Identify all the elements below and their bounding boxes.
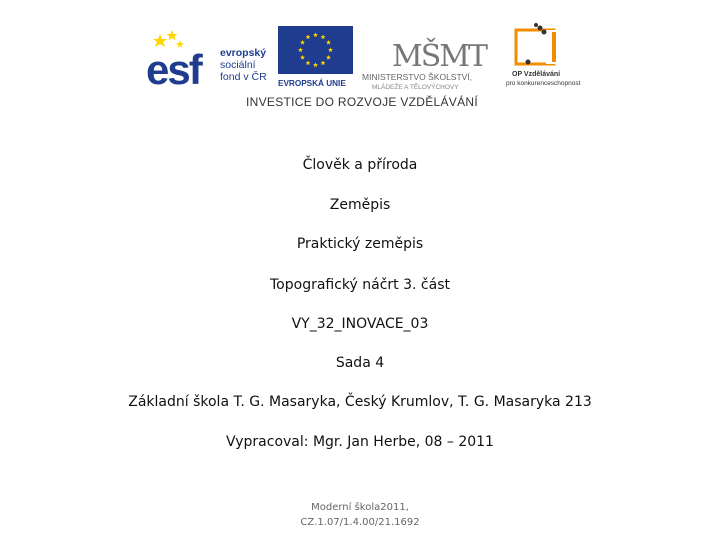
- title-line-4: Topografický náčrt 3. část: [270, 277, 450, 293]
- msmt-text-1: MINISTERSTVO ŠKOLSTVÍ,: [362, 72, 473, 82]
- footer-line-1: Moderní škola2011,: [311, 502, 409, 513]
- logo-tagline: INVESTICE DO ROZVOJE VZDĚLÁVÁNÍ: [246, 95, 479, 109]
- esf-mark: esf: [146, 46, 201, 90]
- esf-logo: [146, 26, 276, 90]
- msmt-mark: MŠMT: [392, 39, 486, 74]
- title-line-5: VY_32_INOVACE_03: [291, 316, 429, 332]
- esf-text-2: sociální: [220, 59, 256, 71]
- title-line-3: Praktický zeměpis: [296, 236, 424, 252]
- title-line-7: Základní škola T. G. Masaryka, Český Krumlov, T. G. Masaryka 213: [128, 394, 592, 410]
- title-line-6: Sada 4: [335, 355, 385, 371]
- op-vk-text-1: OP Vzdělávání: [512, 71, 561, 78]
- footer-note: [0, 500, 720, 530]
- title-line-2: Zeměpis: [329, 197, 391, 213]
- title-line-8: Vypracoval: Mgr. Jan Herbe, 08 – 2011: [226, 434, 494, 450]
- eu-logo: [278, 26, 354, 90]
- eu-label: EVROPSKÁ UNIE: [278, 79, 346, 88]
- msmt-logo: [358, 20, 490, 92]
- esf-text-1: evropský: [220, 47, 267, 59]
- op-vk-text-2: pro konkurenceschopnost: [506, 80, 581, 87]
- op-vk-symbol-icon: [516, 23, 556, 65]
- op-vk-logo: [506, 22, 586, 90]
- title-line-1: Člověk a příroda: [302, 157, 418, 173]
- footer-line-2: CZ.1.07/1.4.00/21.1692: [300, 517, 420, 528]
- msmt-text-2: MLÁDEŽE A TĚLOVÝCHOVY: [372, 84, 459, 91]
- logo-band: [0, 0, 720, 120]
- esf-text-3: fond v ČR: [220, 71, 267, 83]
